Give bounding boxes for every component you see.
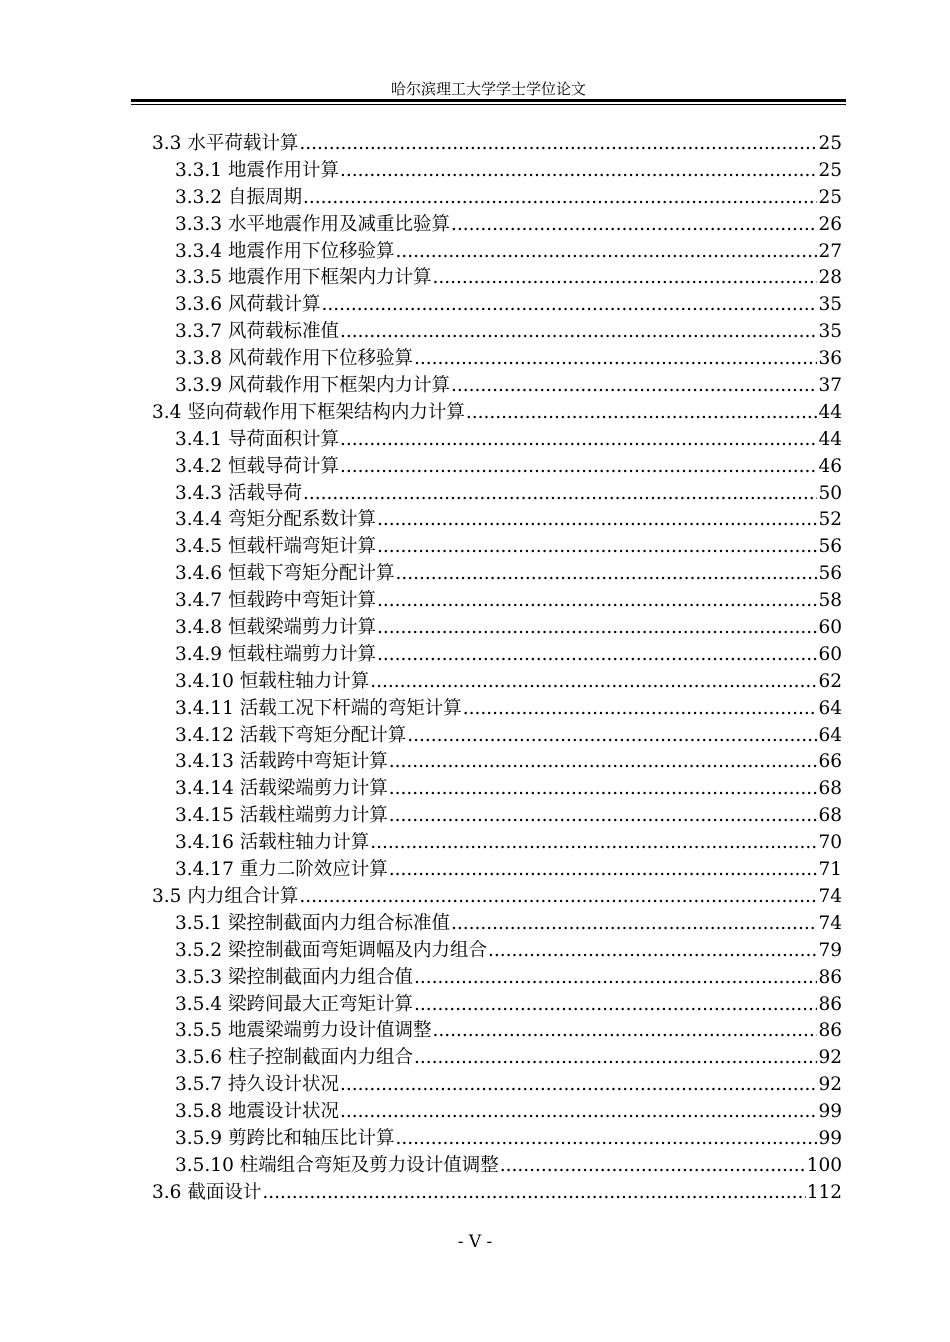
toc-entry-number: 3.4.7 <box>175 590 223 612</box>
toc-entry-page: 112 <box>806 1181 842 1203</box>
toc-entry-text: 恒载梁端剪力计算 <box>227 617 376 639</box>
toc-entry-number: 3.3 <box>152 133 182 154</box>
toc-entry-title <box>175 1099 339 1126</box>
toc-entry-page: 70 <box>818 832 842 854</box>
toc-entry-number: 3.3.6 <box>175 294 223 316</box>
toc-entry-page: 99 <box>818 1127 842 1149</box>
toc-entry-title <box>175 185 302 212</box>
toc-entry-page: 27 <box>818 240 842 262</box>
toc-entry[interactable] <box>152 1072 842 1099</box>
toc-entry-number: 3.5.3 <box>175 966 223 988</box>
toc-entry-text: 活载梁端剪力计算 <box>239 778 388 800</box>
toc-dot-leader <box>451 373 817 400</box>
toc-entry-title <box>175 642 376 669</box>
toc-entry[interactable] <box>152 723 842 750</box>
toc-dot-leader <box>389 749 818 776</box>
toc-entry-page: 74 <box>818 912 842 934</box>
toc-entry[interactable] <box>152 1180 842 1207</box>
toc-entry-number: 3.5.8 <box>175 1101 223 1123</box>
toc-entry-text: 截面设计 <box>187 1181 262 1203</box>
toc-dot-leader <box>414 1045 817 1072</box>
toc-entry[interactable] <box>152 346 842 373</box>
toc-entry-text: 柱端组合弯矩及剪力设计值调整 <box>239 1154 499 1176</box>
toc-entry-text: 恒载柱端剪力计算 <box>227 643 376 665</box>
toc-dot-leader <box>340 1072 817 1099</box>
toc-entry[interactable] <box>152 884 842 911</box>
toc-entry-page: 36 <box>818 348 842 370</box>
header-rule-thick <box>131 99 846 102</box>
toc-entry-title <box>175 1018 431 1045</box>
toc-entry-page: 64 <box>818 724 842 746</box>
toc-dot-leader <box>488 938 817 965</box>
toc-entry-text: 活载导荷 <box>227 482 302 504</box>
toc-entry[interactable] <box>152 185 842 212</box>
toc-entry[interactable] <box>152 239 842 266</box>
toc-entry-title <box>175 696 462 723</box>
toc-dot-leader <box>389 857 818 884</box>
toc-entry-title <box>175 723 406 750</box>
toc-entry[interactable] <box>152 669 842 696</box>
toc-entry-number: 3.5.6 <box>175 1047 223 1069</box>
toc-dot-leader <box>321 292 817 319</box>
toc-entry-text: 地震作用计算 <box>227 159 339 181</box>
toc-entry-text: 活载工况下杆端的弯矩计算 <box>239 697 462 719</box>
toc-entry-page: 60 <box>818 617 842 639</box>
toc-entry-number: 3.4.11 <box>175 697 234 719</box>
toc-entry-title <box>175 669 369 696</box>
toc-entry[interactable] <box>152 507 842 534</box>
toc-entry[interactable] <box>152 427 842 454</box>
toc-dot-leader <box>432 1018 817 1045</box>
toc-entry-number: 3.3.2 <box>175 186 223 208</box>
toc-entry-page: 25 <box>818 159 842 181</box>
toc-entry-text: 梁控制截面内力组合值 <box>227 966 413 988</box>
toc-entry-title <box>175 158 339 185</box>
toc-entry-page: 86 <box>818 1020 842 1042</box>
toc-entry[interactable] <box>152 830 842 857</box>
toc-entry-text: 梁控制截面弯矩调幅及内力组合 <box>227 939 487 961</box>
toc-dot-leader <box>299 884 817 911</box>
toc-entry-text: 恒载下弯矩分配计算 <box>227 563 395 585</box>
toc-dot-leader <box>370 830 817 857</box>
toc-entry-page: 66 <box>818 751 842 773</box>
toc-entry-title <box>175 481 302 508</box>
toc-entry-text: 地震梁端剪力设计值调整 <box>227 1020 432 1042</box>
toc-entry-page: 56 <box>818 536 842 558</box>
toc-entry[interactable] <box>152 749 842 776</box>
toc-entry-page: 44 <box>818 428 842 450</box>
toc-dot-leader <box>407 723 817 750</box>
toc-entry-number: 3.5.10 <box>175 1154 234 1176</box>
toc-entry-page: 68 <box>818 778 842 800</box>
toc-entry[interactable] <box>152 319 842 346</box>
toc-dot-leader <box>370 669 817 696</box>
toc-entry-number: 3.5.4 <box>175 993 223 1015</box>
toc-entry-number: 3.5 <box>152 885 182 907</box>
toc-dot-leader <box>414 965 817 992</box>
toc-dot-leader <box>500 1153 806 1180</box>
toc-entry-title <box>175 749 388 776</box>
toc-dot-leader <box>377 588 817 615</box>
toc-entry-text: 地震作用下位移验算 <box>227 240 395 262</box>
toc-entry-title <box>175 427 339 454</box>
toc-entry-text: 自振周期 <box>227 186 302 208</box>
toc-entry-text: 风荷载作用下位移验算 <box>227 348 413 370</box>
toc-entry-page: 92 <box>818 1074 842 1096</box>
toc-entry-page: 50 <box>818 482 842 504</box>
toc-entry-number: 3.4.3 <box>175 482 223 504</box>
toc-entry-text: 弯矩分配系数计算 <box>227 509 376 531</box>
toc-entry-page: 71 <box>818 859 842 881</box>
toc-entry-page: 25 <box>818 186 842 208</box>
toc-entry[interactable] <box>152 373 842 400</box>
toc-entry[interactable] <box>152 1153 842 1180</box>
toc-dot-leader <box>303 481 817 508</box>
toc-dot-leader <box>466 400 818 427</box>
toc-entry-page: 100 <box>806 1154 842 1176</box>
toc-entry[interactable] <box>152 131 842 158</box>
toc-entry-title <box>175 265 431 292</box>
toc-dot-leader <box>432 265 817 292</box>
toc-entry[interactable] <box>152 588 842 615</box>
toc-entry-title <box>152 884 298 911</box>
toc-entry-title <box>175 507 376 534</box>
toc-entry-number: 3.4.4 <box>175 509 223 531</box>
page-header-title: 哈尔滨理工大学学士学位论文 <box>390 80 586 98</box>
page-number: - V - <box>457 1232 493 1252</box>
toc-entry-title <box>175 803 388 830</box>
toc-entry[interactable] <box>152 481 842 508</box>
toc-dot-leader <box>377 534 817 561</box>
toc-entry-number: 3.4.8 <box>175 617 223 639</box>
toc-entry-page: 35 <box>818 321 842 343</box>
toc-entry-title <box>175 319 339 346</box>
toc-dot-leader <box>340 427 817 454</box>
toc-entry-page: 56 <box>818 563 842 585</box>
toc-dot-leader <box>389 803 818 830</box>
toc-entry-number: 3.5.9 <box>175 1127 223 1149</box>
toc-entry-page: 99 <box>818 1101 842 1123</box>
toc-entry[interactable] <box>152 696 842 723</box>
toc-entry[interactable] <box>152 265 842 292</box>
toc-dot-leader <box>451 911 817 938</box>
toc-entry[interactable] <box>152 965 842 992</box>
toc-entry-page: 52 <box>818 509 842 531</box>
toc-entry[interactable] <box>152 561 842 588</box>
toc-entry[interactable] <box>152 642 842 669</box>
toc-dot-leader <box>377 642 817 669</box>
toc-entry-title <box>175 561 394 588</box>
toc-dot-leader <box>395 1126 817 1153</box>
toc-entry-page: 26 <box>818 213 842 235</box>
toc-entry-number: 3.3.3 <box>175 213 223 235</box>
toc-dot-leader <box>395 239 817 266</box>
toc-entry-number: 3.3.1 <box>175 159 223 181</box>
toc-entry-title <box>152 131 298 158</box>
toc-entry-text: 重力二阶效应计算 <box>239 859 388 881</box>
toc-entry-number: 3.3.5 <box>175 267 223 289</box>
toc-entry-title <box>175 346 413 373</box>
toc-entry-page: 44 <box>818 401 842 423</box>
toc-entry-text: 活载柱端剪力计算 <box>239 805 388 827</box>
toc-dot-leader <box>340 1099 817 1126</box>
toc-dot-leader <box>262 1180 805 1207</box>
toc-entry-title <box>175 965 413 992</box>
toc-entry-text: 风荷载标准值 <box>227 321 339 343</box>
toc-dot-leader <box>463 696 818 723</box>
toc-dot-leader <box>303 185 817 212</box>
toc-entry-text: 风荷载作用下框架内力计算 <box>227 375 450 397</box>
toc-entry-page: 86 <box>818 993 842 1015</box>
toc-entry-text: 活载跨中弯矩计算 <box>239 751 388 773</box>
toc-dot-leader <box>340 319 817 346</box>
toc-entry-title <box>175 239 394 266</box>
toc-entry-number: 3.3.9 <box>175 375 223 397</box>
toc-entry-number: 3.6 <box>152 1181 182 1203</box>
toc-entry-page: 60 <box>818 643 842 665</box>
toc-dot-leader <box>414 992 817 1019</box>
toc-entry-title <box>175 1153 499 1180</box>
toc-entry-text: 水平荷载计算 <box>187 133 299 154</box>
toc-entry-title <box>175 992 413 1019</box>
toc-entry-page: 74 <box>818 885 842 907</box>
toc-dot-leader <box>451 212 817 239</box>
toc-entry-number: 3.4 <box>152 401 182 423</box>
toc-entry-page: 35 <box>818 294 842 316</box>
toc-entry-page: 58 <box>818 590 842 612</box>
toc-entry-page: 46 <box>818 455 842 477</box>
toc-entry-number: 3.4.5 <box>175 536 223 558</box>
toc-dot-leader <box>299 131 817 158</box>
toc-entry-number: 3.4.9 <box>175 643 223 665</box>
toc-entry[interactable] <box>152 992 842 1019</box>
toc-entry-text: 内力组合计算 <box>187 885 299 907</box>
toc-entry-text: 地震设计状况 <box>227 1101 339 1123</box>
toc-entry-page: 62 <box>818 670 842 692</box>
toc-entry[interactable] <box>152 1099 842 1126</box>
toc-entry-title <box>152 400 465 427</box>
toc-entry[interactable] <box>152 454 842 481</box>
toc-entry-text: 导荷面积计算 <box>227 428 339 450</box>
toc-entry[interactable] <box>152 857 842 884</box>
toc-entry-number: 3.5.1 <box>175 912 223 934</box>
toc-entry[interactable] <box>152 534 842 561</box>
toc-entry[interactable] <box>152 938 842 965</box>
toc-entry-text: 活载下弯矩分配计算 <box>239 724 407 746</box>
header-rule-thin <box>131 104 846 105</box>
toc-entry-title <box>175 292 320 319</box>
toc-entry-text: 恒载跨中弯矩计算 <box>227 590 376 612</box>
toc-entry-title <box>175 1072 339 1099</box>
toc-entry[interactable] <box>152 911 842 938</box>
toc-entry-number: 3.4.13 <box>175 751 234 773</box>
toc-entry[interactable] <box>152 1045 842 1072</box>
toc-entry[interactable] <box>152 400 842 427</box>
toc-entry[interactable] <box>152 776 842 803</box>
toc-entry-page: 79 <box>818 939 842 961</box>
toc-entry-page: 92 <box>818 1047 842 1069</box>
table-of-contents <box>152 131 842 1207</box>
toc-entry-title <box>175 938 487 965</box>
toc-entry-title <box>175 776 388 803</box>
toc-entry-title <box>175 830 369 857</box>
toc-entry-number: 3.3.8 <box>175 348 223 370</box>
toc-dot-leader <box>395 561 817 588</box>
toc-entry-title <box>175 534 376 561</box>
toc-entry-title <box>175 911 450 938</box>
toc-entry-number: 3.4.10 <box>175 670 234 692</box>
toc-entry-number: 3.4.2 <box>175 455 223 477</box>
toc-entry-text: 持久设计状况 <box>227 1074 339 1096</box>
toc-entry-text: 梁控制截面内力组合标准值 <box>227 912 450 934</box>
toc-dot-leader <box>377 615 817 642</box>
toc-entry[interactable] <box>152 803 842 830</box>
toc-entry-number: 3.5.2 <box>175 939 223 961</box>
toc-dot-leader <box>340 454 817 481</box>
toc-entry-number: 3.4.1 <box>175 428 223 450</box>
toc-entry-text: 竖向荷载作用下框架结构内力计算 <box>187 401 465 423</box>
toc-dot-leader <box>377 507 817 534</box>
toc-dot-leader <box>414 346 817 373</box>
toc-entry-number: 3.3.4 <box>175 240 223 262</box>
toc-entry-title <box>175 588 376 615</box>
toc-entry-number: 3.4.6 <box>175 563 223 585</box>
toc-entry-page: 68 <box>818 805 842 827</box>
toc-entry-number: 3.4.17 <box>175 859 234 881</box>
toc-entry[interactable] <box>152 1018 842 1045</box>
toc-entry-number: 3.4.12 <box>175 724 234 746</box>
toc-entry-number: 3.4.16 <box>175 832 234 854</box>
toc-entry-text: 恒载杆端弯矩计算 <box>227 536 376 558</box>
toc-entry-text: 风荷载计算 <box>227 294 321 316</box>
toc-entry-title <box>175 857 388 884</box>
toc-entry-title <box>175 454 339 481</box>
toc-entry-title <box>175 1126 394 1153</box>
toc-entry-text: 恒载导荷计算 <box>227 455 339 477</box>
toc-entry-text: 地震作用下框架内力计算 <box>227 267 432 289</box>
toc-entry-number: 3.4.14 <box>175 778 234 800</box>
toc-entry-title <box>175 615 376 642</box>
toc-entry-text: 柱子控制截面内力组合 <box>227 1047 413 1069</box>
toc-entry-title <box>175 212 450 239</box>
toc-entry-number: 3.3.7 <box>175 321 223 343</box>
toc-entry-text: 梁跨间最大正弯矩计算 <box>227 993 413 1015</box>
toc-entry-page: 37 <box>818 375 842 397</box>
toc-entry-page: 64 <box>818 697 842 719</box>
toc-dot-leader <box>389 776 818 803</box>
toc-entry-number: 3.4.15 <box>175 805 234 827</box>
toc-entry-text: 恒载柱轴力计算 <box>239 670 370 692</box>
toc-entry-title <box>175 373 450 400</box>
toc-entry[interactable] <box>152 292 842 319</box>
toc-entry-page: 25 <box>818 133 842 154</box>
toc-entry[interactable] <box>152 212 842 239</box>
toc-entry[interactable] <box>152 158 842 185</box>
toc-entry-title <box>152 1180 261 1207</box>
toc-entry-page: 28 <box>818 267 842 289</box>
toc-entry-text: 剪跨比和轴压比计算 <box>227 1127 395 1149</box>
toc-entry-title <box>175 1045 413 1072</box>
toc-entry-page: 86 <box>818 966 842 988</box>
toc-entry[interactable] <box>152 1126 842 1153</box>
toc-entry-number: 3.5.5 <box>175 1020 223 1042</box>
toc-dot-leader <box>340 158 817 185</box>
toc-entry[interactable] <box>152 615 842 642</box>
toc-entry-text: 水平地震作用及减重比验算 <box>227 213 450 235</box>
toc-entry-text: 活载柱轴力计算 <box>239 832 370 854</box>
toc-entry-number: 3.5.7 <box>175 1074 223 1096</box>
